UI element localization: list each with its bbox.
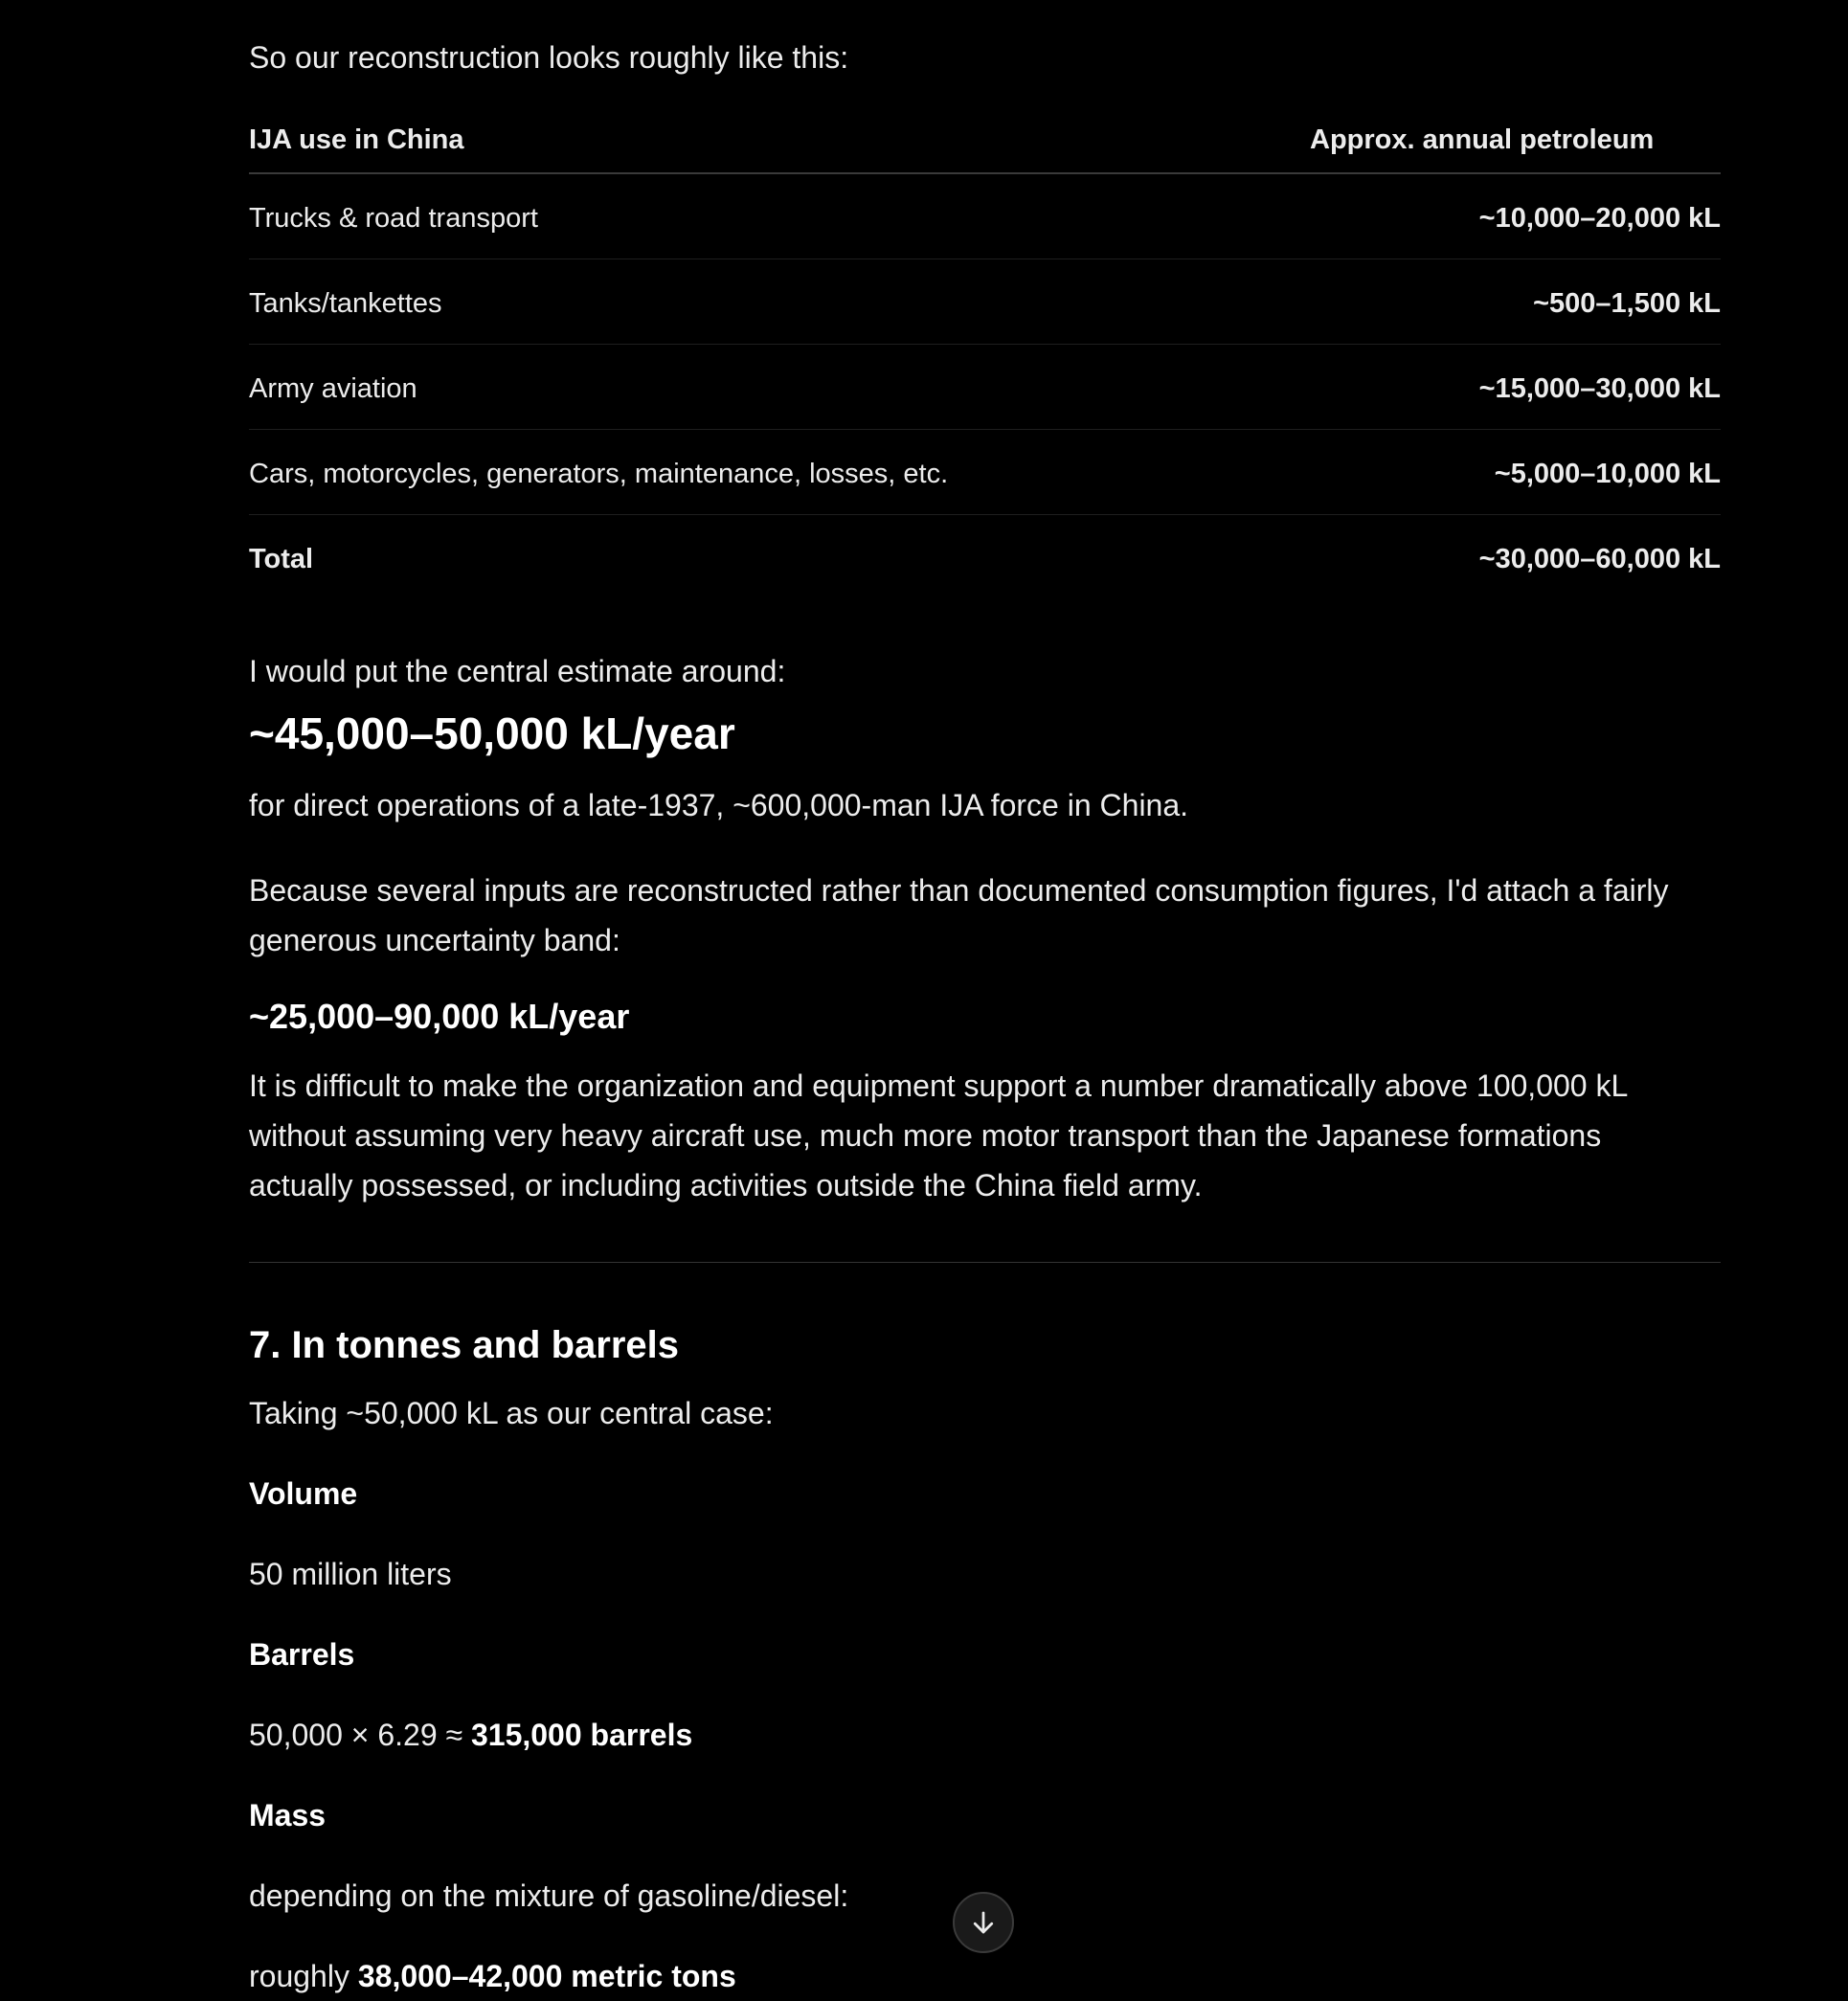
table-row-total: [249, 515, 1721, 599]
row-label: Total: [249, 544, 314, 574]
estimate-lead: I would put the central estimate around:: [249, 654, 786, 688]
table-row: [249, 345, 1721, 430]
uncertainty-band: ~25,000–90,000 kL/year: [249, 997, 630, 1036]
row-label: Cars, motorcycles, generators, maintenance, losses, etc.: [249, 459, 949, 489]
estimate-caveat: It is difficult to make the organization and equipment support a number dramatically above 100,000 kL without assuming very heavy aircraft use, much more motor transport than the Japanese formations actually possessed, or including activities outside the China field army.: [249, 1068, 1629, 1203]
column-header-petroleum: Approx. annual petroleum: [1310, 124, 1655, 155]
table-header: [249, 115, 1721, 174]
mass-intro: depending on the mixture of gasoline/diesel:: [249, 1878, 849, 1913]
estimate-context: for direct operations of a late-1937, ~600,000-man IJA force in China.: [249, 788, 1189, 822]
table-row: [249, 430, 1721, 515]
row-label: Trucks & road transport: [249, 203, 538, 234]
volume-value: 50 million liters: [249, 1557, 452, 1591]
row-value: ~10,000–20,000 kL: [1478, 203, 1721, 234]
arrow-down-icon: [969, 1908, 998, 1937]
central-estimate: ~45,000–50,000 kL/year: [249, 708, 735, 758]
table-row: [249, 174, 1721, 259]
section-lead: Taking ~50,000 kL as our central case:: [249, 1396, 774, 1430]
row-label: Army aviation: [249, 373, 417, 404]
mass-label: Mass: [249, 1798, 327, 1832]
row-value: ~30,000–60,000 kL: [1478, 544, 1721, 574]
section-divider: [249, 1262, 1721, 1263]
uncertainty-intro: Because several inputs are reconstructed rather than documented consumption figures, I'd attach a fairly generous uncertainty band:: [249, 873, 1669, 957]
row-label: Tanks/tankettes: [249, 288, 442, 319]
intro-text: So our reconstruction looks roughly like this:: [249, 40, 849, 75]
row-value: ~15,000–30,000 kL: [1478, 373, 1721, 404]
column-header-use: IJA use in China: [249, 124, 464, 155]
row-value: ~500–1,500 kL: [1533, 288, 1721, 319]
barrels-value: 50,000 × 6.29 ≈ 315,000 barrels: [249, 1718, 693, 1752]
mass-value: roughly 38,000–42,000 metric tons: [249, 1959, 736, 1993]
barrels-label: Barrels: [249, 1637, 355, 1672]
table-row: [249, 259, 1721, 345]
row-value: ~5,000–10,000 kL: [1494, 459, 1721, 489]
petroleum-table: [249, 115, 1721, 599]
scroll-to-bottom-button[interactable]: [953, 1892, 1014, 1953]
volume-label: Volume: [249, 1476, 358, 1511]
section-heading: 7. In tonnes and barrels: [249, 1324, 680, 1366]
